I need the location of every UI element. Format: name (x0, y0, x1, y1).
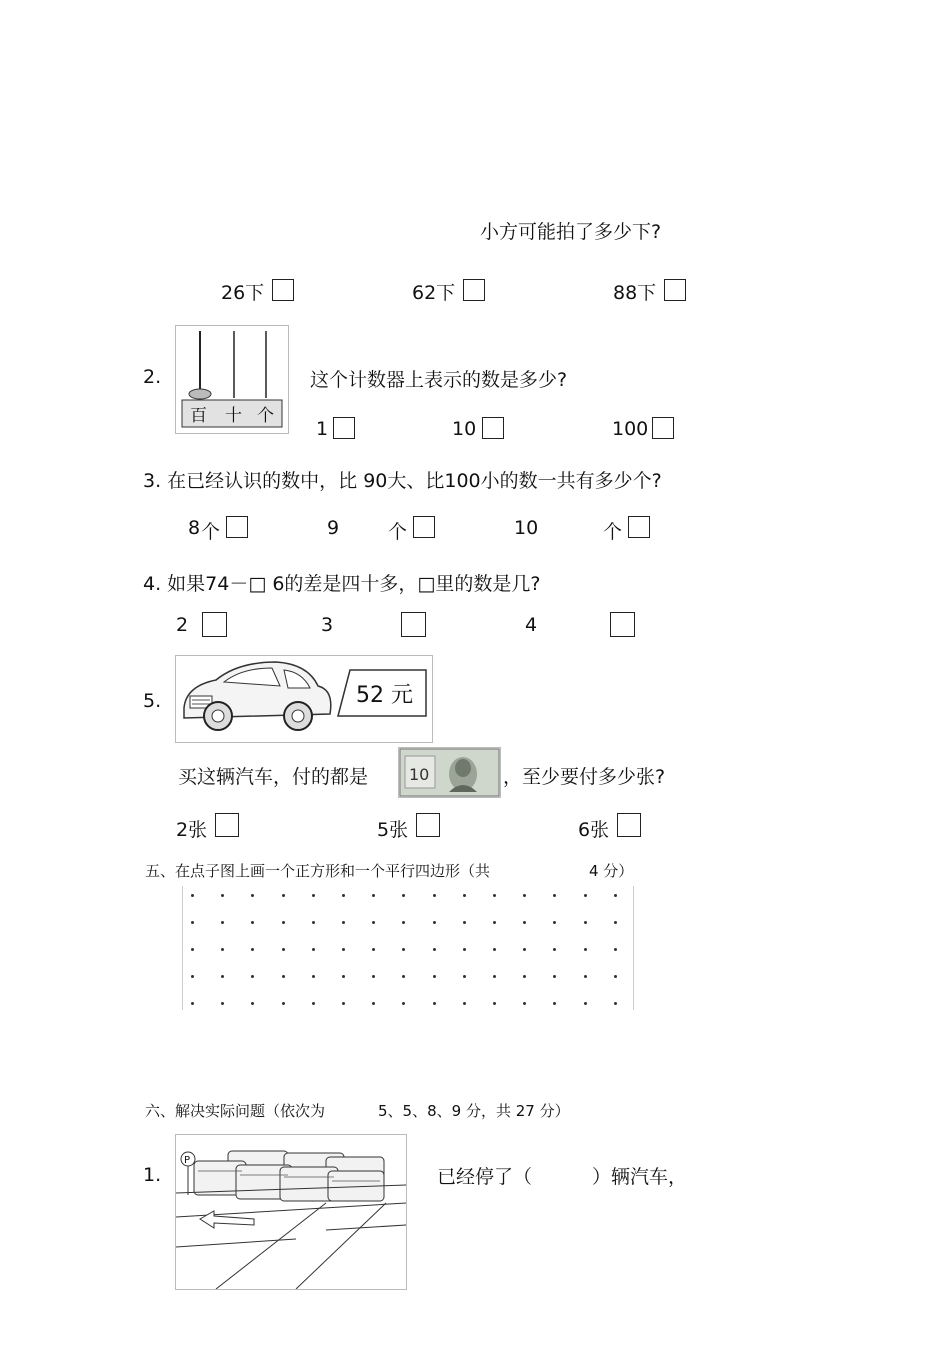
grid-dot (251, 948, 254, 951)
grid-dot (402, 1002, 405, 1005)
q2-option-2-checkbox[interactable] (482, 417, 504, 439)
q3-option-1-num: 8 (188, 517, 201, 539)
grid-dot (282, 948, 285, 951)
grid-dot (553, 975, 556, 978)
grid-dot (372, 894, 375, 897)
q4-option-2-label: 3 (321, 614, 334, 636)
grid-dot (221, 921, 224, 924)
grid-dot (191, 921, 194, 924)
q2-option-1-label: 1 (316, 418, 329, 440)
grid-dot (251, 1002, 254, 1005)
q1-option-1-label: 26下 (221, 282, 265, 304)
q3-option-3-unit: 个 (603, 521, 623, 543)
grid-dot (251, 894, 254, 897)
grid-dot (312, 975, 315, 978)
grid-dot (463, 1002, 466, 1005)
q5-option-1-checkbox[interactable] (215, 813, 239, 837)
q5-number: 5. (143, 690, 162, 712)
grid-dot (433, 894, 436, 897)
q5-option-2-label: 5张 (377, 819, 409, 841)
q1-question: 小方可能拍了多少下? (480, 221, 662, 243)
q2-option-2-label: 10 (452, 418, 477, 440)
grid-dot (221, 975, 224, 978)
section5-title: 五、在点子图上画一个正方形和一个平行四边形（共 (145, 862, 491, 880)
grid-dot (251, 975, 254, 978)
grid-dot (553, 894, 556, 897)
grid-dot (614, 975, 617, 978)
grid-dot (463, 894, 466, 897)
q3-option-2-unit: 个 (388, 521, 408, 543)
grid-dot (463, 921, 466, 924)
q2-question: 这个计数器上表示的数是多少? (310, 369, 568, 391)
grid-dot (553, 948, 556, 951)
q4-option-3-label: 4 (525, 614, 538, 636)
grid-dot (402, 948, 405, 951)
toy-car-image (175, 655, 433, 743)
grid-dot (282, 894, 285, 897)
price-tag-text: 52 元 (356, 683, 413, 708)
grid-dot (614, 921, 617, 924)
grid-dot (614, 894, 617, 897)
section6-title: 六、解决实际问题（依次为 (145, 1102, 326, 1120)
q3-option-1-unit: 个 (201, 521, 221, 543)
banknote-value: 10 (409, 765, 430, 784)
p1-text-before: 已经停了（ (437, 1166, 533, 1188)
grid-dot (463, 948, 466, 951)
q5-question-before: 买这辆汽车，付的都是 (178, 766, 369, 788)
parking-lot-image (175, 1134, 407, 1290)
q2-option-1-checkbox[interactable] (333, 417, 355, 439)
q1-option-2-checkbox[interactable] (463, 279, 485, 301)
grid-dot (342, 1002, 345, 1005)
q5-question-after: ，至少要付多少张? (503, 766, 666, 788)
grid-dot (312, 1002, 315, 1005)
q4-option-1-label: 2 (176, 614, 189, 636)
grid-dot (433, 1002, 436, 1005)
grid-dot (463, 975, 466, 978)
grid-dot (372, 948, 375, 951)
grid-dot (493, 975, 496, 978)
q5-option-2-checkbox[interactable] (416, 813, 440, 837)
p1-text-after: ）辆汽车， (592, 1166, 688, 1188)
q3-option-2-checkbox[interactable] (413, 516, 435, 538)
grid-dot (191, 1002, 194, 1005)
grid-dot (191, 948, 194, 951)
q4-option-2-checkbox[interactable] (401, 612, 426, 637)
grid-dot (523, 921, 526, 924)
grid-dot (584, 975, 587, 978)
grid-dot (191, 975, 194, 978)
grid-dot (523, 948, 526, 951)
grid-dot (312, 894, 315, 897)
abacus-label-ones: 个 (257, 406, 274, 426)
grid-dot (402, 975, 405, 978)
grid-dot (614, 1002, 617, 1005)
grid-dot (433, 975, 436, 978)
grid-dot (342, 975, 345, 978)
grid-dot (523, 894, 526, 897)
grid-dot (584, 894, 587, 897)
grid-dot (221, 894, 224, 897)
grid-dot (584, 1002, 587, 1005)
grid-dot (282, 1002, 285, 1005)
grid-dot (342, 921, 345, 924)
grid-dot (221, 948, 224, 951)
q4-option-3-checkbox[interactable] (610, 612, 635, 637)
p1-number: 1. (143, 1164, 162, 1186)
dot-grid[interactable] (182, 886, 634, 1010)
q1-option-3-checkbox[interactable] (664, 279, 686, 301)
q3-option-2-num: 9 (327, 517, 340, 539)
grid-dot (191, 894, 194, 897)
q3-question: 3. 在已经认识的数中，比 90大、比100小的数一共有多少个? (143, 470, 662, 492)
q3-option-1-checkbox[interactable] (226, 516, 248, 538)
q1-option-3-label: 88下 (613, 282, 657, 304)
grid-dot (493, 894, 496, 897)
grid-dot (493, 1002, 496, 1005)
grid-dot (342, 894, 345, 897)
p1-answer-blank[interactable] (540, 1160, 590, 1186)
q5-option-3-checkbox[interactable] (617, 813, 641, 837)
q4-question: 4. 如果74－□ 6的差是四十多，□里的数是几? (143, 573, 541, 595)
grid-dot (251, 921, 254, 924)
grid-dot (402, 921, 405, 924)
parking-sign-text: P (184, 1155, 191, 1166)
grid-dot (342, 948, 345, 951)
grid-dot (584, 948, 587, 951)
grid-dot (282, 921, 285, 924)
grid-dot (402, 894, 405, 897)
section5-score: 4 分） (589, 862, 634, 880)
grid-dot (372, 921, 375, 924)
grid-dot (433, 948, 436, 951)
q1-option-2-label: 62下 (412, 282, 456, 304)
q2-option-3-checkbox[interactable] (652, 417, 674, 439)
abacus-label-hundreds: 百 (190, 406, 207, 426)
ten-yuan-banknote-image (398, 747, 501, 798)
grid-dot (553, 1002, 556, 1005)
grid-dot (221, 1002, 224, 1005)
q1-option-1-checkbox[interactable] (272, 279, 294, 301)
q5-option-1-label: 2张 (176, 819, 208, 841)
grid-dot (523, 1002, 526, 1005)
q2-option-3-label: 100 (612, 418, 649, 440)
q3-option-3-checkbox[interactable] (628, 516, 650, 538)
grid-dot (584, 921, 587, 924)
grid-dot (433, 921, 436, 924)
section6-score: 5、5、8、9 分，共 27 分） (378, 1102, 570, 1120)
grid-dot (493, 948, 496, 951)
grid-dot (523, 975, 526, 978)
grid-dot (312, 948, 315, 951)
grid-dot (493, 921, 496, 924)
q3-option-3-num: 10 (514, 517, 539, 539)
q4-option-1-checkbox[interactable] (202, 612, 227, 637)
grid-dot (553, 921, 556, 924)
abacus-label-tens: 十 (225, 406, 242, 426)
q2-number: 2. (143, 366, 162, 388)
grid-dot (372, 1002, 375, 1005)
grid-dot (372, 975, 375, 978)
grid-dot (282, 975, 285, 978)
q5-option-3-label: 6张 (578, 819, 610, 841)
grid-dot (312, 921, 315, 924)
grid-dot (614, 948, 617, 951)
abacus-image (175, 325, 289, 434)
